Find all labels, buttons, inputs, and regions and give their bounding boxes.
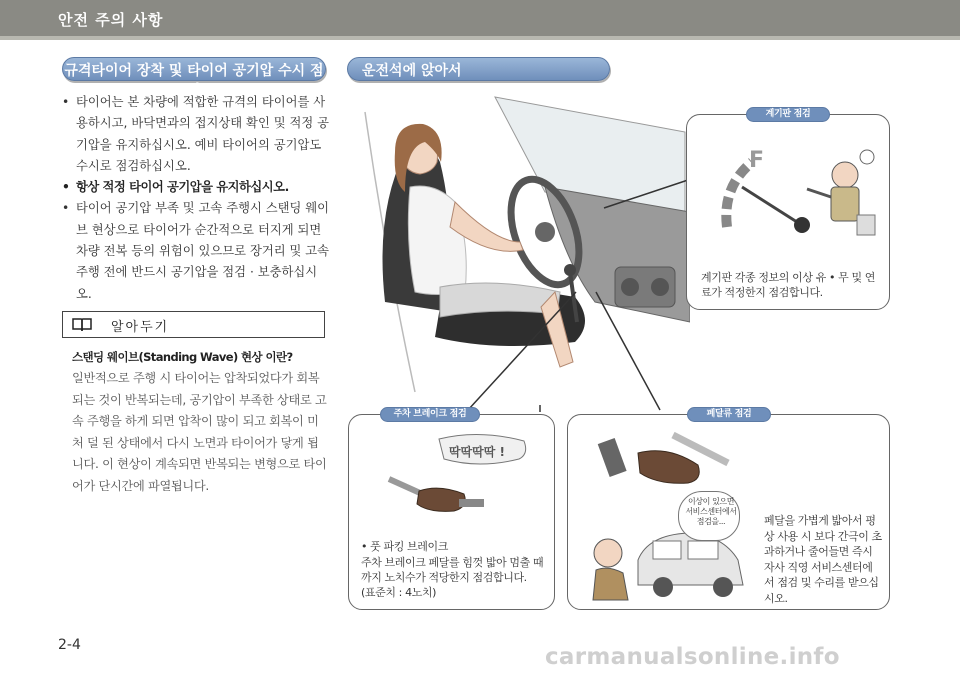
gauge-caption: 계기판 각종 정보의 이상 유 • 무 및 연료가 적정한지 점검합니다. bbox=[701, 271, 876, 299]
bullet-item bbox=[62, 92, 330, 177]
advice-bubble bbox=[678, 491, 740, 541]
driver-seat-illustration bbox=[345, 92, 690, 412]
advice-bubble-text: 이상이 있으면 서비스센터에서 점검을... bbox=[685, 497, 737, 526]
fuel-letter: F bbox=[749, 148, 765, 173]
parking-brake-tag bbox=[380, 407, 480, 422]
note-title: 알아두기 bbox=[111, 320, 170, 335]
tire-heading-text: 규격타이어 장착 및 타이어 공기압 수시 점검 bbox=[64, 63, 324, 99]
bullet-text: 타이어는 본 차량에 적합한 규격의 타이어를 사용하시고, 바닥면과의 접지상태 확인 및 적정 공기압을 유지하십시오. 예비 타이어의 공기압도 수시로 점검하십시오. bbox=[76, 95, 330, 173]
fuel-gauge-icon bbox=[697, 137, 883, 237]
book-icon bbox=[72, 317, 92, 332]
parking-brake-box bbox=[348, 414, 555, 610]
bullet-marker: • bbox=[62, 95, 70, 109]
header-stripe bbox=[0, 36, 960, 40]
gauge-check-box bbox=[686, 114, 890, 310]
bullet-text: 타이어 공기압 부족 및 고속 주행시 스탠딩 웨이브 현상으로 타이어가 순간적으로 터지게 되면 차량 전복 등의 위험이 있으므로 장거리 및 고속 주행 전에 반드시 공기압을 점검 · 보충하십시오. bbox=[76, 201, 330, 301]
pedal-check-tag bbox=[687, 407, 771, 422]
parking-caption: 주차 브레이크 페달를 힘껏 밟아 멈출 때까지 노치수가 적당한지 점검합니다. bbox=[361, 556, 544, 584]
pedal-caption: 페달을 가볍게 밟아서 평상 사용 시 보다 간극이 초과하거나 줄어들면 즉시 자사 직영 서비스센터에서 점검 및 수리를 받으십시오. bbox=[764, 514, 882, 605]
parking-caption-head: • 풋 파킹 브레이크 bbox=[361, 540, 448, 553]
gauge-check-tag bbox=[746, 107, 830, 122]
bullet-marker: • bbox=[62, 201, 70, 216]
bullet-text: 항상 적정 타이어 공기압을 유지하십시오. bbox=[76, 180, 289, 195]
pedal-check-box bbox=[567, 414, 890, 610]
parking-caption-standard: (표준치 : 4노치) bbox=[361, 586, 437, 599]
pedal-check-tag-text: 페달류 점검 bbox=[706, 409, 752, 419]
section-title: 안전 주의 사항 bbox=[58, 11, 164, 29]
page-number: 2-4 bbox=[58, 637, 81, 653]
gauge-check-tag-text: 계기판 점검 bbox=[765, 109, 811, 119]
standing-wave-title: 스탠딩 웨이브(Standing Wave) 현상 이란? bbox=[72, 350, 293, 364]
tire-heading bbox=[62, 57, 326, 99]
note-box bbox=[62, 311, 325, 338]
bullet-item-bold bbox=[62, 177, 330, 198]
watermark: carmanualsonline.info bbox=[545, 644, 840, 670]
driver-seat-heading bbox=[347, 57, 610, 81]
tire-bullet-list bbox=[62, 92, 330, 305]
brake-sound-text: 딱딱딱딱 ! bbox=[449, 445, 506, 459]
standing-wave-body: 일반적으로 주행 시 타이어는 압착되었다가 회복되는 것이 반복되는데, 공기압이 부족한 상태로 고속 주행을 하게 되면 압착이 많이 되고 회복이 미처 덜 된 상태에서 다시 노면과 타이어가 닿게 됩니다. 이 현상이 계속되면 반복되는 변형으로 타이어가 단시간에 파열됩니다. bbox=[72, 371, 327, 493]
bullet-marker: • bbox=[62, 180, 70, 195]
parking-brake-tag-text: 주차 브레이크 점검 bbox=[393, 409, 467, 419]
parking-brake-pedal-icon bbox=[359, 429, 545, 524]
driver-seat-heading-text: 운전석에 앉아서 bbox=[362, 63, 462, 79]
bullet-item bbox=[62, 198, 330, 304]
page-header bbox=[0, 0, 960, 40]
